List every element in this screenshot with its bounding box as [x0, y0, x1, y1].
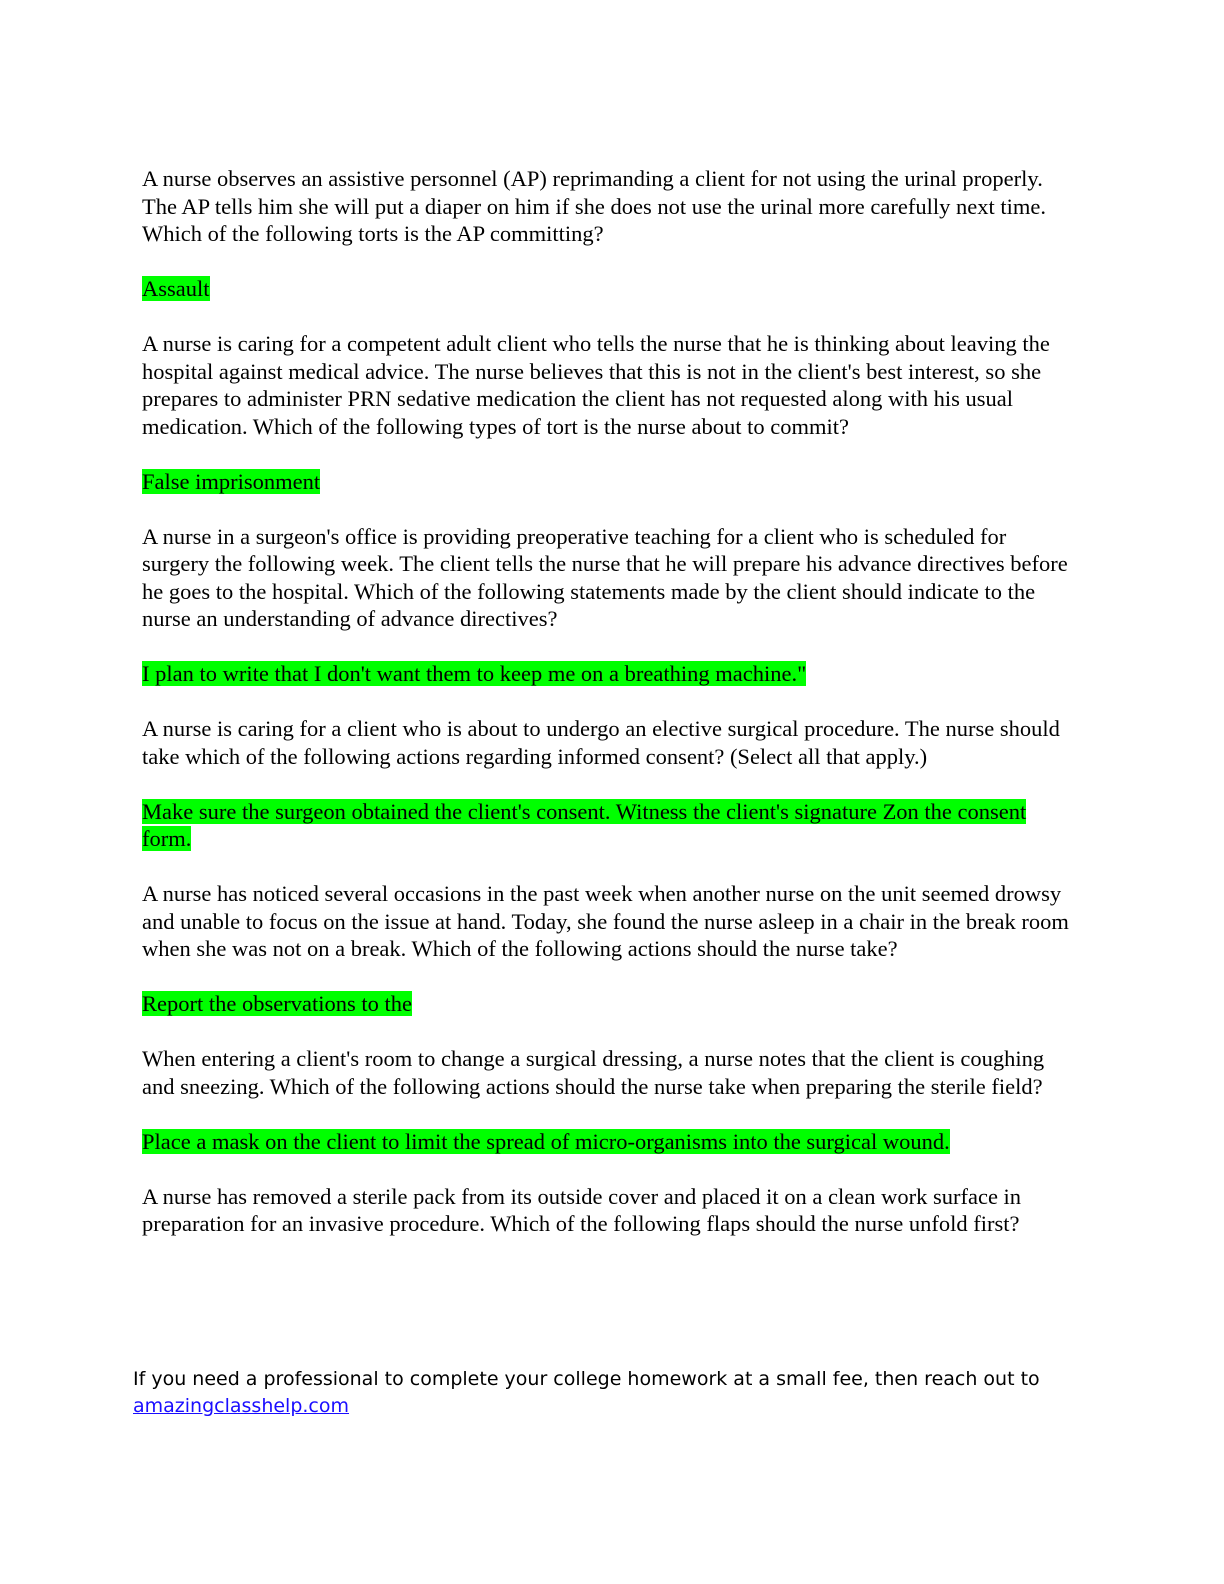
- question-6: When entering a client's room to change a surgical dressing, a nurse notes that the client is coughing and sneezing. Which of the following actions should the nurse take when preparing the sterile field?: [142, 1046, 1045, 1099]
- answer-3-highlight: I plan to write that I don't want them to keep me on a breathing machine.": [142, 661, 807, 686]
- answer-1-highlight: Assault: [142, 276, 210, 301]
- question-2: A nurse is caring for a competent adult client who tells the nurse that he is thinking about leaving the hospital against medical advice. The nurse believes that this is not in the client's best interest, so she prepares to administer PRN sedative medication the client has not requested along with his usual medication. Which of the following types of tort is the nurse about to commit?: [142, 331, 1050, 439]
- answer-4-highlight: Make sure the surgeon obtained the client's consent. Witness the client's signature Zon the consent form.: [142, 798, 1027, 851]
- answer-6: [142, 1128, 1072, 1156]
- footer-link[interactable]: amazingclasshelp.com: [133, 1395, 350, 1417]
- answer-2-highlight: False imprisonment: [142, 468, 321, 494]
- question-4: A nurse is caring for a client who is about to undergo an elective surgical procedure. The nurse should take which of the following actions regarding informed consent? (Select all that apply.): [142, 716, 1060, 769]
- footer-text: If you need a professional to complete your college homework at a small fee, then reach out to: [133, 1368, 1040, 1390]
- answer-4: [142, 798, 1072, 853]
- promo-footer: [133, 1366, 1083, 1420]
- question-7: A nurse has removed a sterile pack from its outside cover and placed it on a clean work surface in preparation for an invasive procedure. Which of the following flaps should the nurse unfold first?: [142, 1183, 1022, 1236]
- document-body: [142, 165, 1072, 1238]
- answer-3: [142, 660, 1072, 688]
- answer-2: [142, 468, 1072, 496]
- answer-5: [142, 990, 1072, 1018]
- question-1: A nurse observes an assistive personnel (AP) reprimanding a client for not using the urinal properly. The AP tells him she will put a diaper on him if she does not use the urinal more carefully next time. Which of the following torts is the AP committing?: [142, 166, 1046, 246]
- answer-6-highlight: Place a mask on the client to limit the spread of micro-organisms into the surgical wound.: [142, 1128, 950, 1154]
- question-3: A nurse in a surgeon's office is providing preoperative teaching for a client who is scheduled for surgery the following week. The client tells the nurse that he will prepare his advance directives before he goes to the hospital. Which of the following statements made by the client should indicate to the nurse an understanding of advance directives?: [142, 523, 1068, 631]
- answer-1: [142, 275, 1072, 303]
- question-5: A nurse has noticed several occasions in the past week when another nurse on the unit seemed drowsy and unable to focus on the issue at hand. Today, she found the nurse asleep in a chair in the break room when she was not on a break. Which of the following actions should the nurse take?: [142, 881, 1069, 961]
- answer-5-highlight: Report the observations to the: [142, 991, 412, 1016]
